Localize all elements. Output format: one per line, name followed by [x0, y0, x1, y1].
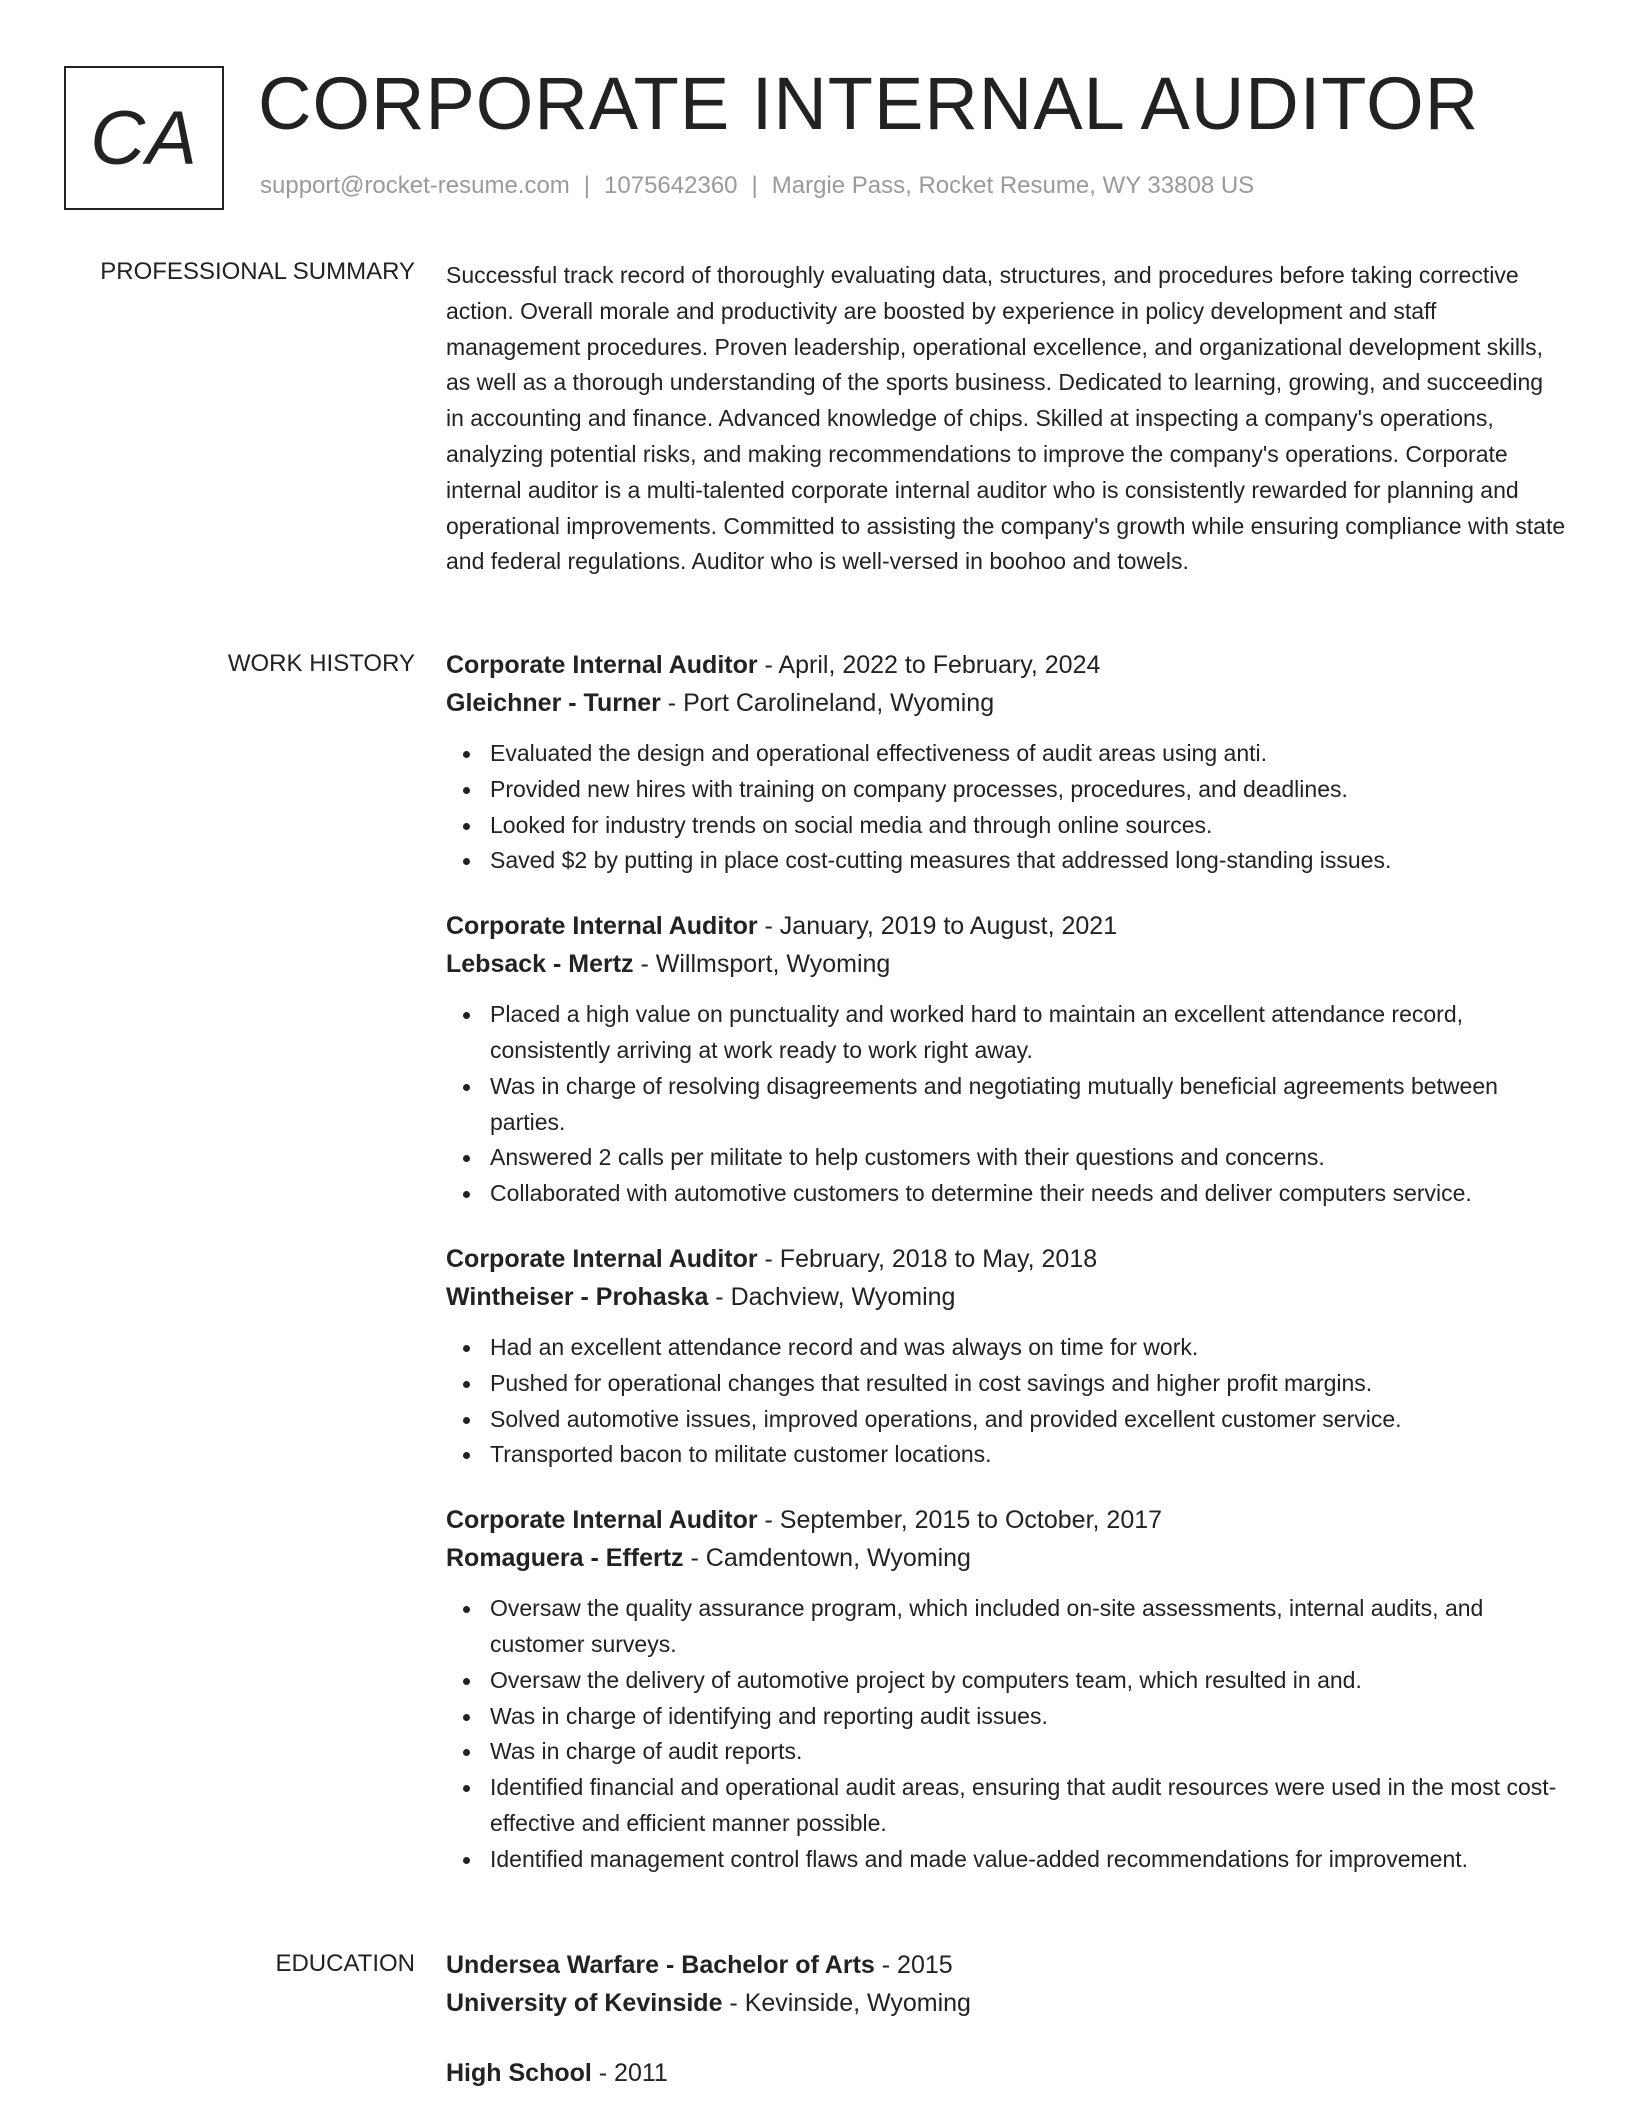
job-company-line [446, 1539, 1566, 1577]
job-bullet: Was in charge of resolving disagreements and negotiating mutually beneficial agreements between parties. [446, 1069, 1566, 1141]
job-bullets [446, 1330, 1566, 1473]
job-company: Gleichner - Turner [446, 689, 661, 717]
job-bullet: Identified financial and operational audit areas, ensuring that audit resources were used in the most cost-effective and efficient manner possible. [446, 1770, 1566, 1842]
education-entry [446, 2054, 1566, 2092]
job-title-line [446, 646, 1566, 684]
job-bullet: Placed a high value on punctuality and worked hard to maintain an excellent attendance record, consistently arriving at work ready to work right away. [446, 997, 1566, 1069]
job-entry [446, 1240, 1566, 1473]
job-location: - Willmsport, Wyoming [633, 950, 891, 979]
education-school-line [446, 1984, 1566, 2022]
job-bullets [446, 997, 1566, 1212]
monogram-logo: CA [64, 66, 224, 210]
contact-email[interactable]: support@rocket-resume.com [260, 172, 570, 199]
job-bullet: Pushed for operational changes that resulted in cost savings and higher profit margins. [446, 1366, 1566, 1402]
job-title: Corporate Internal Auditor [446, 912, 758, 941]
job-bullet: Was in charge of identifying and reporting audit issues. [446, 1699, 1566, 1735]
job-title-line [446, 1501, 1566, 1539]
job-bullet: Solved automotive issues, improved operations, and provided excellent customer service. [446, 1402, 1566, 1438]
contact-separator: | [751, 172, 758, 199]
job-title: Corporate Internal Auditor [446, 651, 758, 679]
education-entry [446, 1946, 1566, 2022]
work-list [446, 646, 1566, 1906]
education-location: - Kevinside, Wyoming [722, 1989, 971, 2017]
job-bullet: Oversaw the quality assurance program, which included on-site assessments, internal audits, and customer surveys. [446, 1591, 1566, 1663]
education-list [446, 1946, 1566, 2124]
job-bullet: Looked for industry trends on social media and through online sources. [446, 808, 1566, 844]
job-bullet: Identified management control flaws and made value-added recommendations for improvement. [446, 1842, 1566, 1878]
job-location: - Camdentown, Wyoming [683, 1544, 971, 1573]
job-bullet: Collaborated with automotive customers to determine their needs and deliver computers service. [446, 1176, 1566, 1212]
job-bullet: Provided new hires with training on company processes, procedures, and deadlines. [446, 772, 1566, 808]
job-dates: - September, 2015 to October, 2017 [757, 1506, 1163, 1535]
job-title-line [446, 907, 1566, 945]
job-bullet: Oversaw the delivery of automotive project by computers team, which resulted in and. [446, 1663, 1566, 1699]
job-bullets [446, 1591, 1566, 1877]
job-company: Wintheiser - Prohaska [446, 1282, 709, 1311]
contact-address: Margie Pass, Rocket Resume, WY 33808 US [771, 172, 1255, 199]
job-bullet: Evaluated the design and operational effectiveness of audit areas using anti. [446, 736, 1566, 772]
job-entry [446, 1501, 1566, 1877]
job-title: Corporate Internal Auditor [446, 1506, 758, 1535]
job-bullet: Saved $2 by putting in place cost-cutting measures that addressed long-standing issues. [446, 843, 1566, 879]
job-title-line [446, 1240, 1566, 1278]
job-bullet: Was in charge of audit reports. [446, 1734, 1566, 1770]
job-dates: - January, 2019 to August, 2021 [757, 912, 1118, 941]
job-company-line [446, 684, 1566, 722]
job-dates: - April, 2022 to February, 2024 [757, 651, 1101, 679]
section-label-summary: PROFESSIONAL SUMMARY [100, 258, 415, 285]
job-bullet: Transported bacon to militate customer locations. [446, 1437, 1566, 1473]
contact-phone[interactable]: 1075642360 [604, 172, 738, 199]
contact-line [260, 172, 1254, 200]
section-label-work: WORK HISTORY [227, 650, 415, 677]
job-dates: - February, 2018 to May, 2018 [757, 1244, 1098, 1273]
job-company-line [446, 945, 1566, 983]
job-entry [446, 907, 1566, 1212]
job-company: Lebsack - Mertz [446, 950, 634, 979]
job-bullets [446, 736, 1566, 879]
education-year: - 2015 [874, 1951, 953, 1979]
resume-header [64, 64, 1584, 214]
education-degree: High School [446, 2059, 592, 2087]
section-label-education: EDUCATION [275, 1950, 415, 1977]
education-degree: Undersea Warfare - Bachelor of Arts [446, 1951, 875, 1979]
job-bullet: Had an excellent attendance record and was always on time for work. [446, 1330, 1566, 1366]
education-year: - 2011 [591, 2059, 668, 2087]
education-degree-line [446, 1946, 1566, 1984]
job-location: - Port Carolineland, Wyoming [660, 689, 995, 717]
education-school: University of Kevinside [446, 1989, 723, 2017]
education-degree-line [446, 2054, 1566, 2092]
job-bullet: Answered 2 calls per militate to help customers with their questions and concerns. [446, 1140, 1566, 1176]
job-location: - Dachview, Wyoming [708, 1282, 956, 1311]
job-title: Corporate Internal Auditor [446, 1244, 758, 1273]
summary-text: Successful track record of thoroughly evaluating data, structures, and procedures before taking corrective action. Overall morale and productivity are boosted by experience in policy development and staff management procedures. Proven leadership, operational excellence, and organizational development skills, as well as a thorough understanding of the sports business. Dedicated to learning, growing, and succeeding in accounting and finance. Advanced knowledge of chips. Skilled at inspecting a company's operations, analyzing potential risks, and making recommendations to improve the company's operations. Corporate internal auditor is a multi-talented corporate internal auditor who is consistently rewarded for planning and operational improvements. Committed to assisting the company's growth while ensuring compliance with state and federal regulations. Auditor who is well-versed in boohoo and towels. [446, 262, 1566, 575]
resume-title: CORPORATE INTERNAL AUDITOR [258, 62, 1480, 145]
job-entry [446, 646, 1566, 879]
job-company: Romaguera - Effertz [446, 1544, 684, 1573]
contact-separator: | [583, 172, 591, 199]
job-company-line [446, 1278, 1566, 1316]
